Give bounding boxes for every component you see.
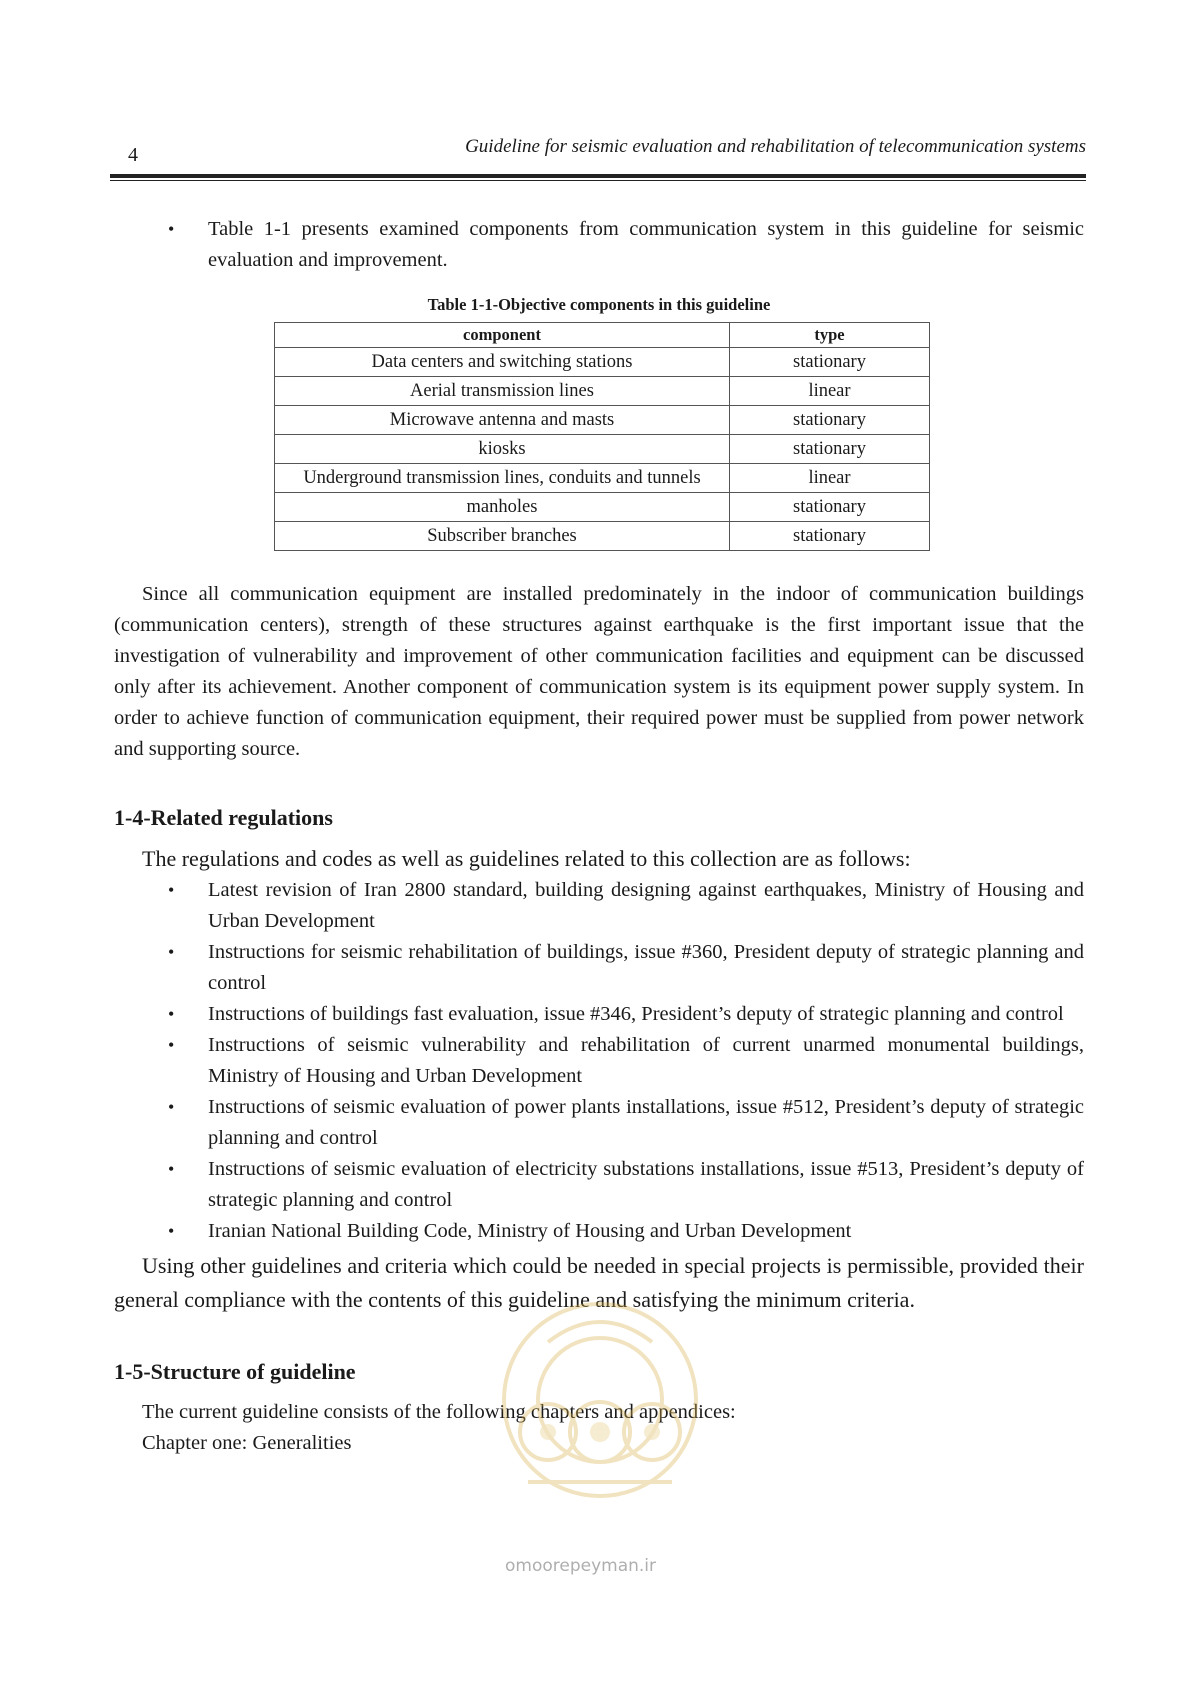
header-rule-thick — [110, 174, 1086, 178]
list-item-text: Instructions of buildings fast evaluation, issue #346, President’s deputy of strategic planning and control — [208, 1003, 1064, 1025]
table-row — [275, 406, 930, 435]
table-row — [275, 348, 930, 377]
column-header-type: type — [730, 323, 930, 348]
section-heading-related-regulations: 1-4-Related regulations — [114, 805, 333, 830]
table-cell-type: linear — [730, 464, 930, 493]
table-row — [275, 464, 930, 493]
list-item-text: Table 1-1 presents examined components from communication system in this guideline for seismic evaluation and improvement. — [208, 218, 1084, 271]
chapter-line: Chapter one: Generalities — [142, 1432, 352, 1454]
list-item — [114, 1092, 1084, 1154]
bullet-icon: • — [168, 219, 175, 239]
table-row — [275, 435, 930, 464]
list-item-text: Latest revision of Iran 2800 standard, building designing against earthquakes, Ministry of Housing and Urban Development — [208, 879, 1084, 932]
bullet-icon: • — [168, 1004, 175, 1024]
list-item-text: Instructions for seismic rehabilitation of buildings, issue #360, President deputy of strategic planning and control — [208, 941, 1084, 994]
components-table — [274, 322, 930, 551]
table-cell-type: stationary — [730, 348, 930, 377]
section-lead: The regulations and codes as well as guidelines related to this collection are as follows: — [142, 846, 911, 871]
list-item-text: Iranian National Building Code, Ministry of Housing and Urban Development — [208, 1220, 852, 1242]
table-cell-component: Aerial transmission lines — [275, 377, 730, 406]
table-cell-type: stationary — [730, 406, 930, 435]
bullet-icon: • — [168, 1221, 175, 1241]
page-number: 4 — [128, 144, 138, 166]
table-caption: Table 1-1-Objective components in this guideline — [427, 295, 771, 314]
page-body — [114, 214, 1084, 1459]
section-lead: The current guideline consists of the following chapters and appendices: — [142, 1401, 736, 1423]
page-header — [112, 134, 1086, 164]
watermark-text: omoorepeyman.ir — [505, 1556, 657, 1576]
table-row — [275, 522, 930, 551]
bullet-icon: • — [168, 942, 175, 962]
header-rule-thin — [110, 180, 1086, 181]
table-cell-type: stationary — [730, 493, 930, 522]
list-item — [114, 1216, 1084, 1247]
running-title: Guideline for seismic evaluation and rehabilitation of telecommunication systems — [465, 136, 1086, 157]
list-item-text: Instructions of seismic evaluation of power plants installations, issue #512, President’s deputy of strategic planning and control — [208, 1096, 1084, 1149]
bullet-icon: • — [168, 1159, 175, 1179]
list-item-text: Instructions of seismic evaluation of electricity substations installations, issue #513, President’s deputy of strategic planning and control — [208, 1158, 1084, 1211]
list-item — [114, 875, 1084, 937]
table-cell-component: Microwave antenna and masts — [275, 406, 730, 435]
column-header-component: component — [275, 323, 730, 348]
regulations-list — [114, 875, 1084, 1247]
body-paragraph: Since all communication equipment are installed predominately in the indoor of communication buildings (communication centers), strength of these structures against earthquake is the first important issue that the investigation of vulnerability and improvement of other communication facilities and equipment can be discussed only after its achievement. Another component of communication system is its equipment power supply system. In order to achieve function of communication equipment, their required power must be supplied from power network and supporting source. — [114, 583, 1084, 760]
closing-paragraph: Using other guidelines and criteria which could be needed in special projects is permissible, provided their general compliance with the contents of this guideline and satisfying the minimum criteria. — [114, 1253, 1084, 1312]
table-cell-component: Subscriber branches — [275, 522, 730, 551]
bullet-icon: • — [168, 1035, 175, 1055]
table-header-row — [275, 323, 930, 348]
table-row — [275, 377, 930, 406]
table-cell-component: Underground transmission lines, conduits and tunnels — [275, 464, 730, 493]
list-item — [114, 1030, 1084, 1092]
list-item-text: Instructions of seismic vulnerability and rehabilitation of current unarmed monumental buildings, Ministry of Housing and Urban Development — [208, 1034, 1084, 1087]
table-cell-component: manholes — [275, 493, 730, 522]
table-cell-type: stationary — [730, 435, 930, 464]
list-item — [114, 937, 1084, 999]
table-cell-type: stationary — [730, 522, 930, 551]
section-heading-structure: 1-5-Structure of guideline — [114, 1359, 356, 1384]
table-row — [275, 493, 930, 522]
table-cell-type: linear — [730, 377, 930, 406]
bullet-icon: • — [168, 1097, 175, 1117]
list-item — [114, 214, 1084, 276]
intro-bullet-list — [114, 214, 1084, 276]
list-item — [114, 1154, 1084, 1216]
table-cell-component: Data centers and switching stations — [275, 348, 730, 377]
list-item — [114, 999, 1084, 1030]
bullet-icon: • — [168, 880, 175, 900]
table-cell-component: kiosks — [275, 435, 730, 464]
